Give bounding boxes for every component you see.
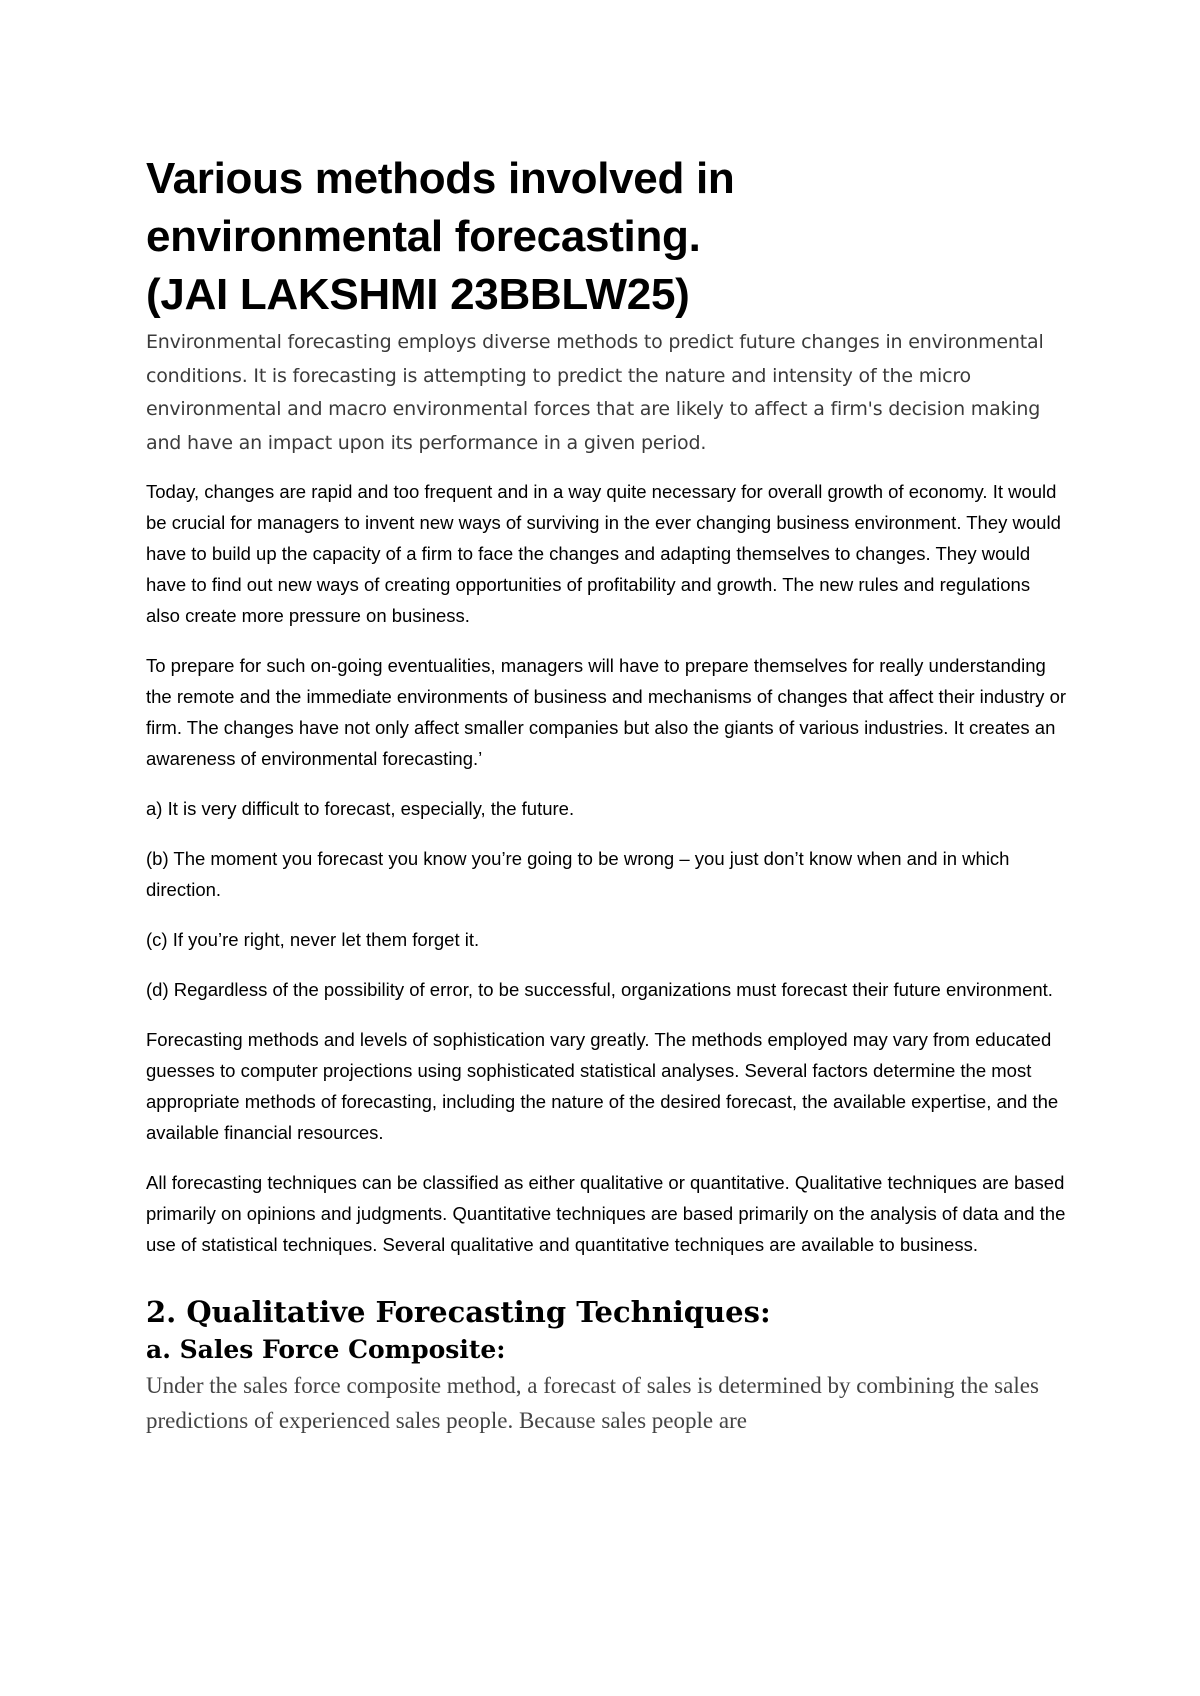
list-item: (c) If you’re right, never let them forget it. (146, 929, 480, 950)
subsection-heading: a. Sales Force Composite: (146, 1335, 506, 1364)
list-item: (d) Regardless of the possibility of error, to be successful, organizations must forecast their future environment. (146, 979, 1053, 1000)
section-heading: 2. Qualitative Forecasting Techniques: (146, 1295, 771, 1329)
list-item: a) It is very difficult to forecast, especially, the future. (146, 798, 575, 819)
body-paragraph: Today, changes are rapid and too frequent and in a way quite necessary for overall growth of economy. It would be crucial for managers to invent new ways of surviving in the ever changing business environment. They would have to build up the capacity of a firm to face the changes and adapting themselves to changes. They would have to find out new ways of creating opportunities of profitability and growth. The new rules and regulations also create more pressure on business. (146, 481, 1061, 626)
intro-paragraph: Environmental forecasting employs diverse methods to predict future changes in environmental conditions. It is forecasting is attempting to predict the nature and intensity of the micro environmental and macro environmental forces that are likely to affect a firm's decision making and have an impact upon its performance in a given period. (146, 331, 1044, 454)
title-line: environmental forecasting. (146, 212, 701, 261)
document-title (146, 150, 1066, 324)
subsection-paragraph: Under the sales force composite method, a forecast of sales is determined by combining the sales predictions of experienced sales people. Because sales people are (146, 1373, 1039, 1433)
document-body (146, 150, 1066, 1438)
title-line: (JAI LAKSHMI 23BBLW25) (146, 270, 690, 319)
body-paragraph: All forecasting techniques can be classified as either qualitative or quantitative. Qualitative techniques are based primarily on opinions and judgments. Quantitative techniques are based primarily on the analysis of data and the use of statistical techniques. Several qualitative and quantitative techniques are available to business. (146, 1172, 1066, 1255)
list-item: (b) The moment you forecast you know you’re going to be wrong – you just don’t know when and in which direction. (146, 848, 1010, 900)
body-paragraph: To prepare for such on-going eventualities, managers will have to prepare themselves for really understanding the remote and the immediate environments of business and mechanisms of changes that affect their industry or firm. The changes have not only affect smaller companies but also the giants of various industries. It creates an awareness of environmental forecasting.’ (146, 655, 1067, 769)
body-paragraph: Forecasting methods and levels of sophistication vary greatly. The methods employed may vary from educated guesses to computer projections using sophisticated statistical analyses. Several factors determine the most appropriate methods of forecasting, including the nature of the desired forecast, the available expertise, and the available financial resources. (146, 1029, 1059, 1143)
title-line: Various methods involved in (146, 154, 735, 203)
